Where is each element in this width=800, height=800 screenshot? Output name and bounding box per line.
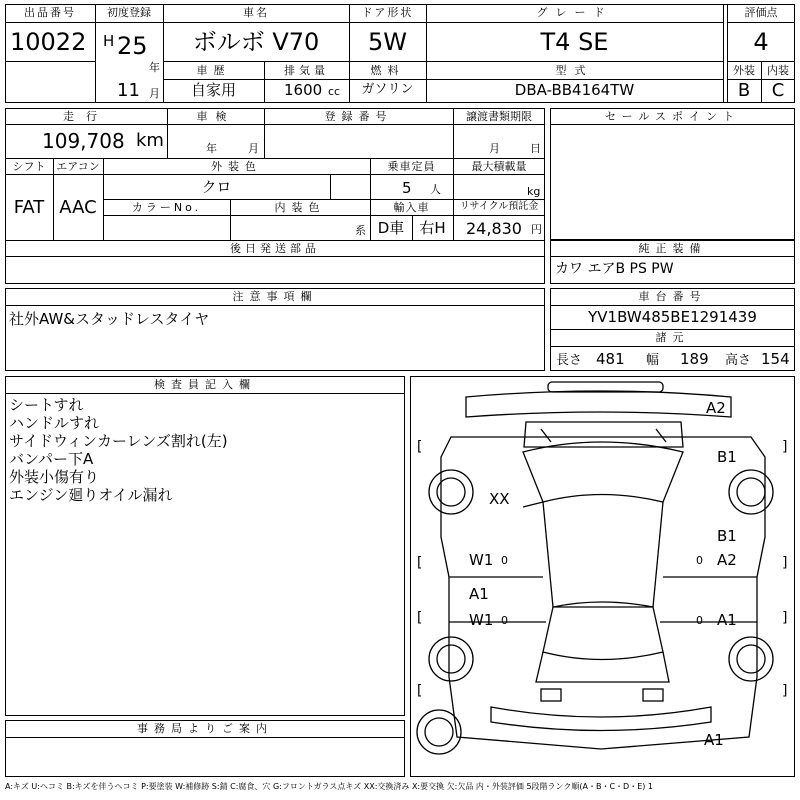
year-unit: 年 xyxy=(149,61,160,74)
mark-front-left: XX xyxy=(489,490,510,508)
later-parts-header: 後日発送部品 xyxy=(230,242,320,255)
mark-front-door-right-2: A2 xyxy=(717,551,737,569)
svg-text:[: [ xyxy=(415,555,424,571)
svg-text:]: ] xyxy=(781,683,790,699)
first-reg-header: 初度登録 xyxy=(107,6,151,19)
color-no-header: カラーNo. xyxy=(131,201,202,214)
car-outline xyxy=(411,377,794,776)
displacement: 1600 xyxy=(284,81,323,99)
exterior-score: B xyxy=(737,80,751,101)
width: 189 xyxy=(680,350,709,368)
shift: FAT xyxy=(13,197,45,218)
history: 自家用 xyxy=(190,81,236,99)
mark-zero-left-1: 0 xyxy=(501,554,508,567)
inspector-header: 検査員記入欄 xyxy=(154,378,256,391)
recycle-unit: 円 xyxy=(531,223,542,236)
recycle-header: リサイクル預託金 xyxy=(459,201,539,212)
sales-point-box xyxy=(550,108,795,240)
mark-front-door-right-1: B1 xyxy=(717,527,737,545)
mark-rear-door-right: A1 xyxy=(717,611,737,629)
mark-rear-door-left-1: A1 xyxy=(469,585,489,603)
inspector-line-5: 外装小傷有り xyxy=(9,468,100,486)
import-dealer: D車 xyxy=(377,219,405,237)
dims-header: 諸元 xyxy=(655,331,690,344)
chassis-no: YV1BW485BE1291439 xyxy=(588,308,757,326)
mark-zero-right-1: 0 xyxy=(696,554,703,567)
inspector-line-1: シートすれ xyxy=(9,396,84,414)
mileage-unit: km xyxy=(136,130,164,151)
svg-text:[: [ xyxy=(415,610,424,626)
legend: A:キズ U:ヘコミ B:キズを伴うヘコミ P:要塗装 W:補修跡 S:錆 C:腐食、穴 G:フロントガラス点キズ XX:交換済み X:要交換 欠:欠品 内・外装評価 5段階ランク順(A・B・C・D・E) 1 xyxy=(5,782,654,791)
mileage-header: 走行 xyxy=(63,110,109,123)
model-header: 型式 xyxy=(555,64,594,77)
load-unit: kg xyxy=(527,185,541,198)
mark-zero-right-2: 0 xyxy=(696,614,703,627)
equipment: カワ エアB PS PW xyxy=(555,261,674,277)
fuel-header: 燃料 xyxy=(370,64,405,77)
chassis-header: 車台番号 xyxy=(638,290,707,303)
listing-no-header: 出品番号 xyxy=(24,6,76,19)
inspector-line-3: サイドウィンカーレンズ割れ(左) xyxy=(9,432,228,450)
car-name: ボルボ V70 xyxy=(192,28,320,56)
caution: 社外AW&スタッドレスタイヤ xyxy=(9,310,210,328)
capacity-header: 乗車定員 xyxy=(387,160,436,173)
caution-header: 注意事項欄 xyxy=(232,290,318,303)
grade-header: グレード xyxy=(536,6,613,19)
svg-text:]: ] xyxy=(781,555,790,571)
load-header: 最大積載量 xyxy=(471,160,527,173)
month-unit: 月 xyxy=(149,87,160,100)
grade: T4 SE xyxy=(540,28,609,56)
equipment-header: 純正装備 xyxy=(638,242,707,255)
displacement-header: 排気量 xyxy=(284,64,329,77)
history-header: 車歴 xyxy=(196,64,231,77)
inspector-line-4: バンパー下A xyxy=(9,450,94,468)
transfer-month-unit: 月 xyxy=(489,142,500,155)
inspection-year-unit: 年 xyxy=(206,142,217,155)
ac-header: エアコン xyxy=(56,160,100,173)
inspector-line-6: エンジン廻りオイル漏れ xyxy=(9,486,173,504)
transfer-day-unit: 日 xyxy=(530,142,541,155)
svg-text:[: [ xyxy=(415,439,424,455)
ac: AAC xyxy=(59,197,97,218)
svg-text:[: [ xyxy=(415,683,424,699)
door-type: 5W xyxy=(368,28,407,56)
svg-text:]: ] xyxy=(781,439,790,455)
int-color-header: 内装色 xyxy=(274,201,326,214)
mileage: 109,708 xyxy=(42,129,125,153)
height-label: 高さ xyxy=(725,353,752,368)
fuel: ガソリン xyxy=(361,82,414,97)
interior-header: 内装 xyxy=(767,64,789,77)
inspection-month-unit: 月 xyxy=(248,142,259,155)
reg-year: 25 xyxy=(117,32,148,60)
width-label: 幅 xyxy=(646,353,660,368)
mark-rear-door-left-2: W1 xyxy=(469,611,494,629)
damage-diagram xyxy=(410,376,795,777)
reg-no-header: 登録番号 xyxy=(324,110,393,123)
score: 4 xyxy=(753,28,769,56)
inspector-line-2: ハンドルすれ xyxy=(9,414,100,432)
svg-text:]: ] xyxy=(781,610,790,626)
shift-header: シフト xyxy=(12,160,46,173)
car-name-header: 車名 xyxy=(243,6,269,19)
transfer-header: 譲渡書類期限 xyxy=(466,110,532,123)
office-header: 事務局よりご案内 xyxy=(137,722,273,735)
recycle-fee: 24,830 xyxy=(466,219,522,238)
reg-month: 11 xyxy=(117,80,140,101)
displacement-unit: cc xyxy=(328,85,341,98)
int-color-suffix: 系 xyxy=(355,224,366,237)
interior-score: C xyxy=(771,80,785,101)
model-code: DBA-BB4164TW xyxy=(514,81,635,99)
length-label: 長さ xyxy=(556,353,583,368)
mark-front-fender-right: B1 xyxy=(717,448,737,466)
era: H xyxy=(103,32,115,50)
height: 154 xyxy=(761,350,790,368)
mark-rear-bumper: A1 xyxy=(704,731,724,749)
mark-zero-left-2: 0 xyxy=(501,614,508,627)
score-header: 評価点 xyxy=(744,6,778,19)
steering: 右H xyxy=(419,219,446,237)
inspection-header: 車検 xyxy=(196,110,235,123)
exterior-color: クロ xyxy=(201,178,232,196)
exterior-header: 外装 xyxy=(733,64,755,77)
capacity: 5 xyxy=(402,179,412,197)
import-header: 輸入車 xyxy=(393,201,430,214)
capacity-unit: 人 xyxy=(430,183,441,196)
mark-front-bumper: A2 xyxy=(706,399,726,417)
length: 481 xyxy=(596,350,625,368)
listing-no: 10022 xyxy=(10,28,87,56)
sales-point-header: セールスポイント xyxy=(604,110,740,123)
color-header: 外装色 xyxy=(211,160,262,173)
door-header: ドア形状 xyxy=(361,6,414,19)
mark-front-door-left: W1 xyxy=(469,551,494,569)
